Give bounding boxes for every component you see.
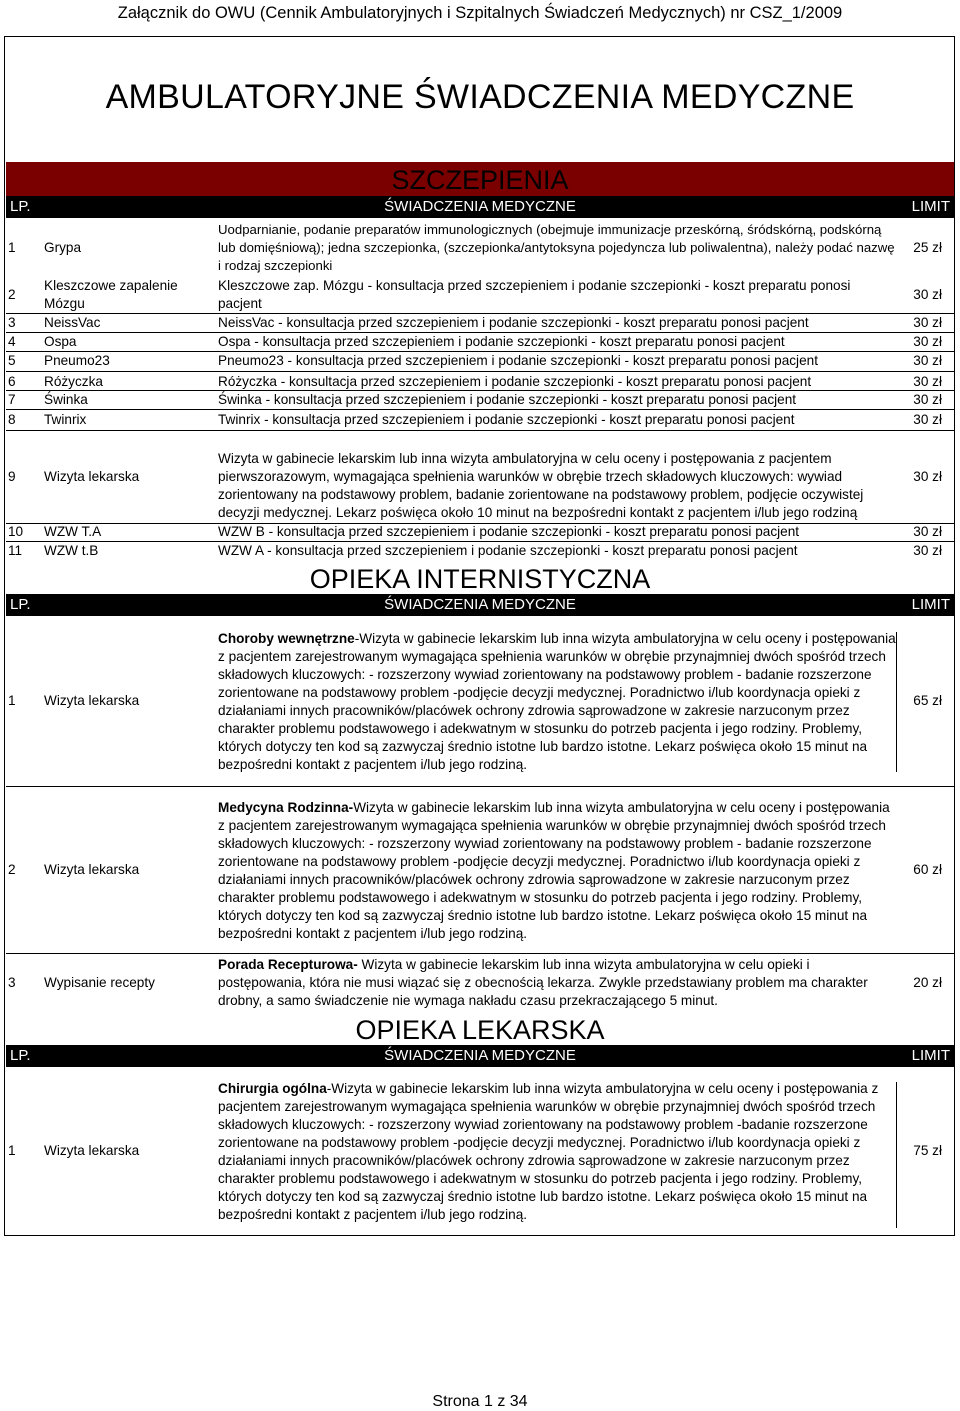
row-description-bold: Chirurgia ogólna bbox=[218, 1081, 327, 1096]
table-row bbox=[6, 352, 954, 370]
col-lp: LP. bbox=[10, 198, 31, 215]
row-description-text: -Wizyta w gabinecie lekarskim lub inna wizyta ambulatoryjna w celu oceny i postępowania z pacjentem zarejestrowanym wymagająca spełnienia warunków w obrębie przynajmniej dwóch spośród trzech składowych kluczowych: - rozszerzony wywiad zorientowany na podstawowy problem -badanie rozszerzone zorientowane na podstawowy problem -podjęcie decyzji medycznej. Poradnictwo i/lub koordynacja opieki z działaniami innych pracowników/placówek ochrony zdrowia sąprowadzone w zakresie narzuconym przez charakter problemu podstawowego i adekwatnym w stosunku do potrzeb pacjenta i jego rodziny. Problemy, których dotyczy ten kod są zazwyczaj średnio istotne lub bardzo istotne. Lekarz poświęca około 15 minut na bezpośredni kontakt z pacjentem i/lub jego rodziną. bbox=[218, 1081, 879, 1222]
col-limit: LIMIT bbox=[911, 596, 950, 613]
row-description: WZW B - konsultacja przed szczepieniem i podanie szczepionki - koszt preparatu ponosi pacjent bbox=[218, 524, 800, 539]
column-header-bar bbox=[6, 594, 954, 616]
row-price: 30 zł bbox=[913, 412, 942, 427]
col-service: ŚWIADCZENIA MEDYCZNE bbox=[384, 198, 576, 215]
row-name: Wizyta lekarska bbox=[44, 469, 140, 484]
row-divider bbox=[6, 409, 954, 410]
row-description-text: Wizyta w gabinecie lekarskim lub inna wizyta ambulatoryjna w celu oceny i postępowania z pacjentem zarejestrowanym wymagająca spełnienia warunków w obrębie przynajmniej dwóch spośród trzech składowych kluczowych: - rozszerzony wywiad zorientowany na podstawowy problem - badanie rozszerzone zorientowane na podstawowy problem -podjęcie decyzji medycznej. Poradnictwo i/lub koordynacja opieki z działaniami innych pracowników/placówek ochrony zdrowia sąprowadzone w zakresie narzuconym przez charakter problemu podstawowego i adekwatnym w stosunku do potrzeb pacjenta i jego rodziny. Problemy, których dotyczy ten kod są zazwyczaj średnio istotne lub bardzo istotne. Lekarz poświęca około 15 minut na bezpośredni kontakt z pacjentem i/lub jego rodziną. bbox=[218, 800, 890, 941]
row-price: 30 zł bbox=[913, 315, 942, 330]
row-number: 4 bbox=[8, 334, 16, 349]
row-name: Pneumo23 bbox=[44, 353, 110, 368]
row-description: Ospa - konsultacja przed szczepieniem i podanie szczepionki - koszt preparatu ponosi pacjent bbox=[218, 334, 785, 349]
row-name: WZW T.A bbox=[44, 524, 102, 539]
row-price: 30 zł bbox=[913, 392, 942, 407]
row-price: 30 zł bbox=[913, 287, 942, 302]
row-name: NeissVac bbox=[44, 315, 101, 330]
row-number: 10 bbox=[8, 524, 24, 539]
row-description: Różyczka - konsultacja przed szczepieniem i podanie szczepionki - koszt preparatu ponosi pacjent bbox=[218, 374, 812, 389]
row-description bbox=[218, 630, 898, 774]
row-number: 7 bbox=[8, 392, 16, 407]
row-number: 1 bbox=[8, 1143, 16, 1158]
table-row bbox=[6, 391, 954, 409]
row-description: Wizyta w gabinecie lekarskim lub inna wizyta ambulatoryjna w celu oceny i postępowania z pacjentem pierwszorazowym, wymagająca spełnienia warunków w obrębie trzech składowych kluczowych: wywiad zorientowany na podstawowy problem, badanie zorientowane na podstawowy problem, podjęcie oczywistej decyzji medycznej. Lekarz poświęca około 10 minut na bezpośredni kontakt z pacjentem i/lub jego rodziną bbox=[218, 451, 864, 520]
col-limit: LIMIT bbox=[911, 198, 950, 215]
row-price: 30 zł bbox=[913, 334, 942, 349]
row-name: WZW t.B bbox=[44, 543, 99, 558]
section-banner bbox=[6, 1013, 954, 1045]
row-divider bbox=[6, 430, 954, 431]
row-price: 30 zł bbox=[913, 524, 942, 539]
row-description bbox=[218, 956, 878, 1010]
col-lp: LP. bbox=[10, 1047, 31, 1064]
row-name: Ospa bbox=[44, 334, 77, 349]
row-number: 3 bbox=[8, 975, 16, 990]
row-description-text: -Wizyta w gabinecie lekarskim lub inna wizyta ambulatoryjna w celu oceny i postępowania z pacjentem zarejestrowanym wymagająca spełnienia warunków w obrębie przynajmniej dwóch spośród trzech składowych kluczowych: - rozszerzony wywiad zorientowany na podstawowy problem - badanie rozszerzone zorientowane na podstawowy problem -podjęcie decyzji medycznej. Poradnictwo i/lub koordynacja opieki z działaniami innych pracowników/placówek ochrony zdrowia sąprowadzone w zakresie narzuconym przez charakter problemu podstawowego i adekwatnym w stosunku do potrzeb pacjenta i jego rodziny. Problemy, których dotyczy ten kod są zazwyczaj średnio istotne lub bardzo istotne. Lekarz poświęca około 15 minut na bezpośredni kontakt z pacjentem i/lub jego rodziną. bbox=[218, 631, 896, 772]
row-description-bold: Choroby wewnętrzne bbox=[218, 631, 355, 646]
row-name: Grypa bbox=[44, 240, 82, 255]
row-description-text: Wizyta w gabinecie lekarskim lub inna wizyta ambulatoryjna w celu opieki i postępowania, która nie musi wiązać się z obecnością lekarza. Zwykle przedstawiany problem ma charakter drobny, a samo świadczenie nie wymaga nakładu czasu przekraczającego 5 minut. bbox=[218, 957, 868, 1008]
column-header-bar bbox=[6, 196, 954, 218]
row-description: Uodparnianie, podanie preparatów immunologicznych (obejmuje immunizacje przeskórną, śródskórną, podskórną lub domięśniową); jedna szczepionka, (szczepionka/antytoksyna pojedyncza lub poliwalentna), należy podać nazwę i rodzaj szczepionki bbox=[218, 222, 895, 273]
row-number: 9 bbox=[8, 469, 16, 484]
row-name: Świnka bbox=[44, 392, 88, 407]
row-price: 30 zł bbox=[913, 543, 942, 558]
table-row bbox=[6, 542, 954, 560]
row-number: 3 bbox=[8, 315, 16, 330]
row-number: 1 bbox=[8, 240, 16, 255]
table-row bbox=[6, 630, 954, 774]
row-divider bbox=[6, 786, 954, 787]
table-row bbox=[6, 277, 954, 313]
table-row bbox=[6, 956, 954, 1012]
section-banner bbox=[6, 162, 954, 196]
row-description: WZW A - konsultacja przed szczepieniem i podanie szczepionki - koszt preparatu ponosi pacjent bbox=[218, 543, 798, 558]
row-price: 75 zł bbox=[913, 1143, 942, 1158]
row-description: Pneumo23 - konsultacja przed szczepieniem i podanie szczepionki - koszt preparatu ponosi pacjent bbox=[218, 353, 818, 368]
column-header-bar bbox=[6, 1045, 954, 1067]
row-divider bbox=[6, 953, 954, 954]
section-heading: OPIEKA INTERNISTYCZNA bbox=[309, 564, 651, 594]
row-number: 2 bbox=[8, 862, 16, 877]
row-price: 30 zł bbox=[913, 469, 942, 484]
row-price: 25 zł bbox=[913, 240, 942, 255]
row-name: Wypisanie recepty bbox=[44, 975, 155, 990]
row-name: Twinrix bbox=[44, 412, 87, 427]
row-description: Twinrix - konsultacja przed szczepieniem i podanie szczepionki - koszt preparatu ponosi pacjent bbox=[218, 412, 795, 427]
row-number: 2 bbox=[8, 287, 16, 302]
row-number: 1 bbox=[8, 693, 16, 708]
row-name: Wizyta lekarska bbox=[44, 1143, 140, 1158]
document-header: Załącznik do OWU (Cennik Ambulatoryjnych i Szpitalnych Świadczeń Medycznych) nr CSZ_1/2009 bbox=[117, 4, 843, 22]
col-service: ŚWIADCZENIA MEDYCZNE bbox=[384, 596, 576, 613]
section-heading: SZCZEPIENIA bbox=[391, 165, 569, 195]
row-description-bold: Porada Recepturowa- bbox=[218, 957, 358, 972]
row-price: 30 zł bbox=[913, 353, 942, 368]
row-number: 11 bbox=[8, 543, 23, 558]
row-description bbox=[218, 1080, 898, 1224]
row-name: Wizyta lekarska bbox=[44, 862, 140, 877]
row-number: 8 bbox=[8, 412, 16, 427]
row-name: Różyczka bbox=[44, 374, 103, 389]
table-row bbox=[6, 799, 954, 943]
page-title: AMBULATORYJNE ŚWIADCZENIA MEDYCZNE bbox=[105, 78, 855, 116]
row-name: Wizyta lekarska bbox=[44, 693, 140, 708]
row-number: 5 bbox=[8, 353, 16, 368]
table-row bbox=[6, 314, 954, 332]
col-lp: LP. bbox=[10, 596, 31, 613]
row-description: Świnka - konsultacja przed szczepieniem i podanie szczepionki - koszt preparatu ponosi pacjent bbox=[218, 392, 797, 407]
table-row bbox=[6, 221, 954, 275]
row-divider bbox=[6, 371, 954, 372]
section-heading: OPIEKA LEKARSKA bbox=[355, 1015, 605, 1045]
table-row bbox=[6, 373, 954, 391]
section-banner bbox=[6, 562, 954, 594]
row-price: 30 zł bbox=[913, 374, 942, 389]
row-name: Kleszczowe zapalenie Mózgu bbox=[44, 278, 178, 311]
row-price: 60 zł bbox=[913, 862, 942, 877]
table-row bbox=[6, 333, 954, 351]
table-row bbox=[6, 450, 954, 522]
row-description: NeissVac - konsultacja przed szczepieniem i podanie szczepionki - koszt preparatu ponosi pacjent bbox=[218, 315, 809, 330]
row-description-bold: Medycyna Rodzinna- bbox=[218, 800, 354, 815]
row-price: 65 zł bbox=[913, 693, 942, 708]
table-row bbox=[6, 523, 954, 541]
page-footer: Strona 1 z 34 bbox=[432, 1393, 528, 1410]
row-description: Kleszczowe zap. Mózgu - konsultacja przed szczepieniem i podanie szczepionki - koszt preparatu ponosi pacjent bbox=[218, 278, 851, 311]
row-number: 6 bbox=[8, 374, 16, 389]
table-row bbox=[6, 411, 954, 429]
row-price: 20 zł bbox=[913, 975, 942, 990]
row-description bbox=[218, 799, 898, 943]
col-service: ŚWIADCZENIA MEDYCZNE bbox=[384, 1047, 576, 1064]
col-limit: LIMIT bbox=[911, 1047, 950, 1064]
table-row bbox=[6, 1080, 954, 1224]
